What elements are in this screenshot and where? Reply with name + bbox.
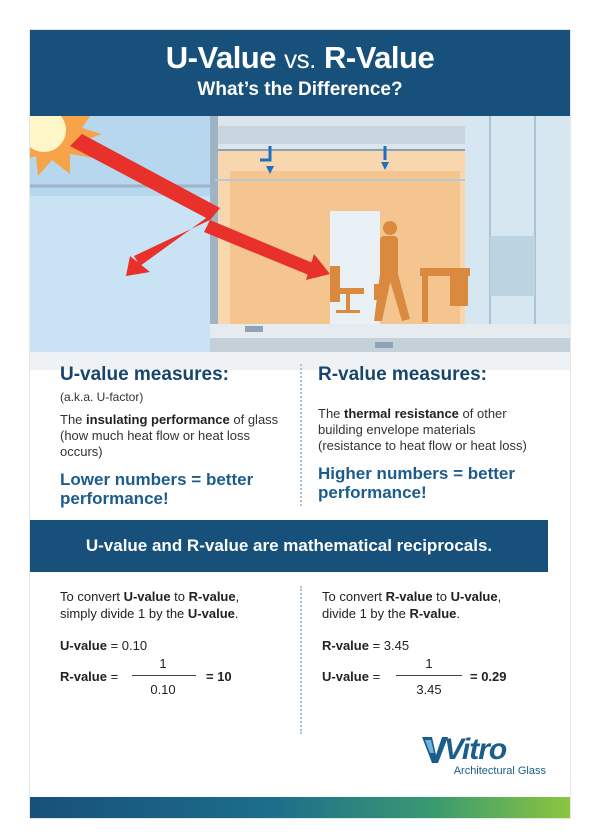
title-r-value: R-Value	[323, 40, 435, 75]
fraction-bar	[132, 675, 196, 676]
header-banner	[30, 30, 570, 116]
u-value-formula-label: U-value =	[322, 669, 381, 684]
section-divider	[300, 364, 302, 506]
r-value-performance: Higher numbers = better performance!	[318, 464, 515, 502]
u-value-given: U-value = 0.10	[60, 638, 148, 653]
building-illustration	[30, 116, 570, 370]
title-u-value: U-Value	[165, 40, 276, 75]
logo-tagline: Architectural Glass	[453, 765, 546, 777]
r-value-description: The thermal resistance of other building envelope materials (resistance to heat flow or heat loss)	[318, 406, 527, 453]
page-title	[30, 40, 570, 76]
u-value-result: = 0.29	[470, 669, 507, 684]
r-value-given: R-value = 3.45	[322, 638, 410, 653]
page-subtitle: What’s the Difference?	[197, 79, 403, 100]
footer-gradient-bar	[30, 797, 570, 818]
vitro-logo	[422, 733, 552, 783]
r-value-result: = 10	[206, 669, 232, 684]
u-value-heading: U-value measures:	[60, 364, 229, 385]
u-to-r-instructions: To convert U-value to R-value, simply divide 1 by the U-value.	[60, 589, 240, 621]
conversion-divider	[300, 586, 302, 734]
u-value-performance: Lower numbers = better performance!	[60, 470, 254, 508]
fraction-numerator: 1	[159, 656, 167, 671]
logo-wordmark: Vitro	[444, 733, 507, 766]
fraction-numerator-2: 1	[425, 656, 433, 671]
r-to-u-instructions: To convert R-value to U-value, divide 1 by the R-value.	[322, 589, 502, 621]
fraction-denominator-2: 3.45	[416, 682, 442, 697]
reciprocals-banner: U-value and R-value are mathematical reciprocals.	[30, 520, 548, 572]
r-value-heading: R-value measures:	[318, 364, 487, 385]
fraction-bar-2	[396, 675, 462, 676]
u-value-section	[60, 364, 280, 508]
u-value-description: The insulating performance of glass (how much heat flow or heat loss occurs)	[60, 412, 279, 459]
fraction-denominator: 0.10	[150, 682, 176, 697]
r-value-formula-label: R-value =	[60, 669, 119, 684]
title-vs: vs.	[284, 44, 316, 74]
u-value-aka: (a.k.a. U-factor)	[60, 390, 144, 404]
r-value-section	[318, 364, 533, 502]
floor-slab	[210, 324, 570, 338]
